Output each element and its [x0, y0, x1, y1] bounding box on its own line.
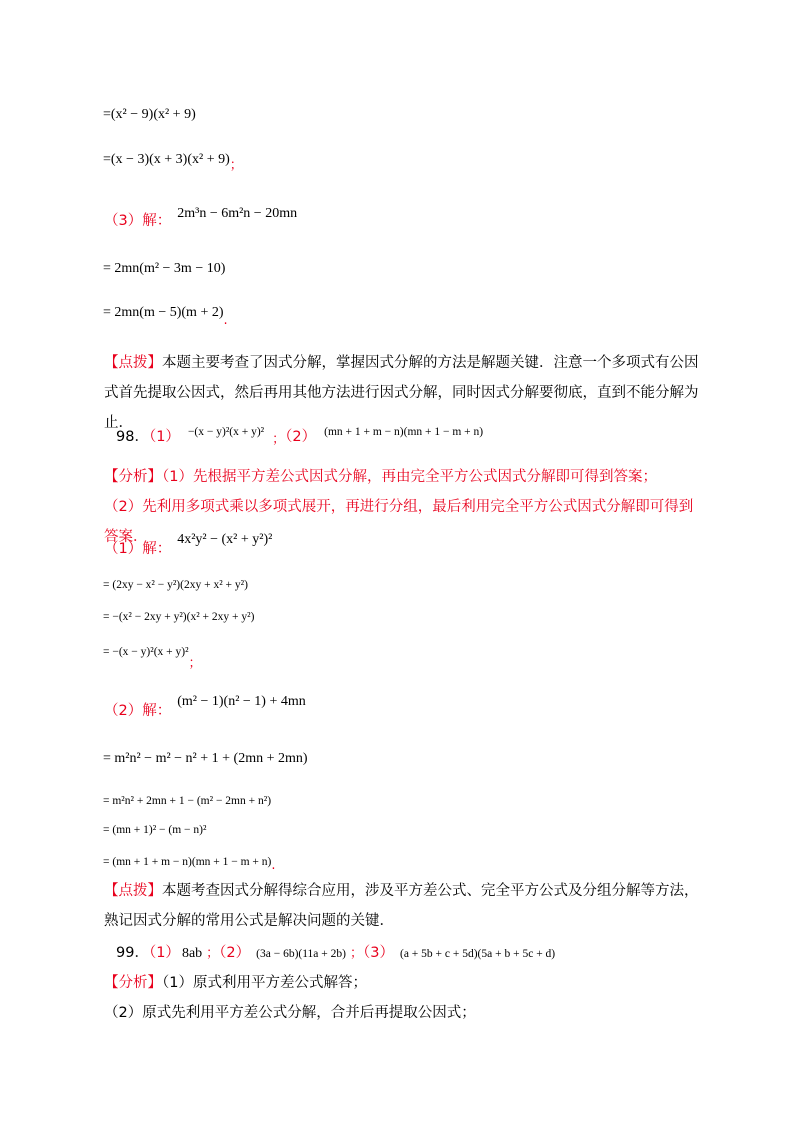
- answer-line-99: [116, 944, 555, 961]
- equation-line: = −(x² − 2xy + y²)(x² + 2xy + y²): [103, 611, 255, 623]
- analysis-tag: 【分析】: [104, 975, 162, 991]
- answer-label: （1）: [148, 945, 180, 961]
- analysis-tag: 【分析】: [104, 469, 162, 485]
- separator: ；: [272, 432, 286, 447]
- problem-expression: (m² − 1)(n² − 1) + 4mn: [177, 694, 306, 709]
- equation-line: [103, 642, 202, 671]
- solution-header: [104, 692, 306, 719]
- punctuation-mark: .: [223, 313, 228, 328]
- answer-expression: (a + 5b + c + 5d)(5a + b + 5c + d): [399, 948, 556, 960]
- tip-text: 本题主要考查了因式分解，掌握因式分解的方法是解题关键．注意一个多项式有公因式首先提取公因式，然后再用其他方法进行因式分解，同时因式分解要彻底，直到不能分解为止．: [104, 355, 699, 431]
- problem-expression: 4x²y² − (x² + y²)²: [177, 532, 273, 547]
- analysis-line: （1）先根据平方差公式因式分解，再由完全平方公式因式分解即可得到答案；: [162, 469, 657, 485]
- equation-line: = (mn + 1)² − (m − n)²: [103, 824, 207, 836]
- solution-header: [104, 204, 298, 229]
- question-number: 99．: [116, 945, 149, 961]
- question-number: 98．: [116, 429, 149, 445]
- part-label: （3）解：: [104, 213, 172, 229]
- tip-tag: 【点拨】: [104, 883, 162, 899]
- analysis-line: （1）原式利用平方差公式解答；: [162, 975, 367, 991]
- separator: ；: [349, 946, 363, 961]
- equation-line: =(x² − 9)(x² + 9): [103, 107, 196, 122]
- tip-tag: 【点拨】: [104, 355, 162, 371]
- part-label: （1）解：: [104, 541, 172, 557]
- equation-line: [103, 150, 243, 173]
- punctuation-mark: ；: [188, 656, 202, 671]
- equation-text: =(x − 3)(x + 3)(x² + 9): [103, 152, 230, 167]
- equation-text: = (mn + 1 + m − n)(mn + 1 − m + n): [103, 856, 272, 868]
- tip-text: 本题考查因式分解得综合应用，涉及平方差公式、完全平方公式及分组分解等方法，熟记因式分解的常用公式是解决问题的关键．: [104, 883, 699, 929]
- punctuation-mark: .: [271, 858, 276, 873]
- equation-text: = −(x − y)²(x + y)²: [103, 646, 189, 658]
- equation-line: = m²n² + 2mn + 1 − (m² − 2mn + n²): [103, 795, 272, 807]
- answer-label: （2）: [219, 945, 251, 961]
- answer-expression: (3a − 6b)(11a + 2b): [256, 948, 346, 960]
- answer-label: （3）: [363, 945, 394, 961]
- punctuation-mark: ；: [229, 158, 243, 173]
- equation-line: = m²n² − m² − n² + 1 + (2mn + 2mn): [103, 751, 308, 766]
- tip-paragraph: [104, 876, 704, 936]
- answer-expression: 8ab: [181, 946, 203, 961]
- equation-line: = (2xy − x² − y²)(2xy + x² + y²): [103, 579, 248, 591]
- equation-line: [103, 303, 228, 328]
- equation-text: = 2mn(m − 5)(m + 2): [103, 305, 224, 320]
- problem-expression: 2m³n − 6m²n − 20mn: [177, 206, 298, 221]
- equation-line: [103, 852, 276, 873]
- part-label: （2）解：: [104, 703, 172, 719]
- answer-label: （2）: [285, 429, 317, 445]
- analysis-line: （2）先利用多项式乘以多项式展开，再进行分组，最后利用完全平方公式因式分解即可得到答案．: [104, 499, 694, 545]
- answer-line-98: [116, 422, 484, 447]
- separator: ；: [206, 946, 220, 961]
- answer-expression: −(x − y)²(x + y)²: [187, 426, 265, 438]
- answer-label: （1）: [148, 429, 180, 445]
- analysis-paragraph: [104, 968, 704, 1028]
- solution-header: [104, 530, 273, 557]
- equation-line: = 2mn(m² − 3m − 10): [103, 261, 226, 276]
- analysis-line: （2）原式先利用平方差公式分解，合并后再提取公因式；: [104, 1005, 476, 1021]
- answer-expression: (mn + 1 + m − n)(mn + 1 − m + n): [324, 426, 484, 438]
